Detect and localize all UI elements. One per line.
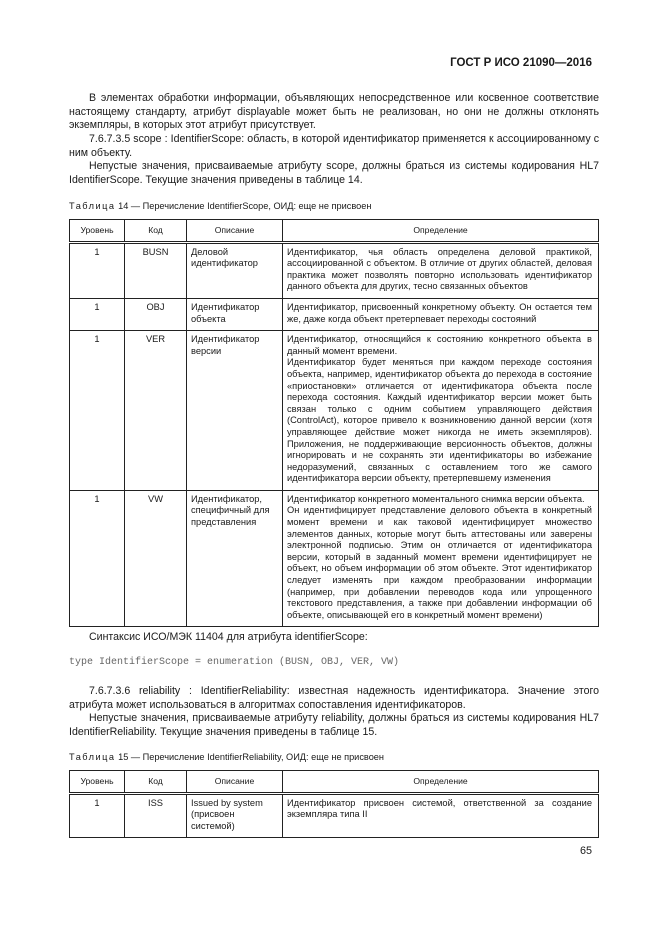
col-header-definition: Определение	[283, 771, 599, 794]
paragraph-reliability-heading: 7.6.7.3.6 reliability : IdentifierReliability: известная надежность идентификатора. Значение этого атрибута может использоваться в алгоритмах сопоставления идентификаторов.	[69, 685, 599, 711]
cell-description: Идентификатор, специфичный для представления	[187, 490, 283, 627]
cell-code: OBJ	[125, 298, 187, 330]
paragraph-displayable: В элементах обработки информации, объявляющих непосредственное или косвенное соответствие настоящему стандарту, атрибут displayable может быть не реализован, но они не должны отклонять экземпляры, в которых этот атрибут присутствует.	[69, 92, 599, 131]
page-number: 65	[579, 845, 592, 857]
cell-level: 1	[70, 242, 125, 298]
table-header-row	[70, 771, 599, 794]
code-enumeration: type IdentifierScope = enumeration (BUSN, OBJ, VER, VW)	[69, 657, 400, 668]
cell-level: 1	[70, 331, 125, 491]
col-header-level: Уровень	[70, 220, 125, 243]
table14-caption: Таблица 14 — Перечисление IdentifierScope, ОИД: еще не присвоен	[69, 201, 372, 211]
col-header-description: Описание	[187, 220, 283, 243]
cell-definition: Идентификатор, присвоенный конкретному объекту. Он остается тем же, даже когда объект претерпевает переходы состояний	[283, 298, 599, 330]
cell-definition: Идентификатор, относящийся к состоянию конкретного объекта в данный момент времени. Идентификатор будет меняться при каждом переходе состояния объекта, например, идентификатор объекта до перехода в состояние «приостановки» отличается от идентификатора объекта после перехода состояния. Каждый идентификатор версии может быть связан только с одним событием управляющего действия (ControlAct), которое привело к возникновению данной версии (хотя управляющее действие может никогда не иметь экземпляров). Приложения, не поддерживающие версионность объектов, должны игнорировать и не сохранять эти идентификаторы во избежание недоразумений, связанных с оставлением того же самого идентификатора версии объекту, претерпевшему изменения	[283, 331, 599, 491]
cell-code: ISS	[125, 793, 187, 838]
table-14	[69, 219, 599, 627]
table-row	[70, 298, 599, 330]
table-header-row	[70, 220, 599, 243]
col-header-definition: Определение	[283, 220, 599, 243]
table-row	[70, 331, 599, 491]
col-header-code: Код	[125, 220, 187, 243]
cell-level: 1	[70, 793, 125, 838]
paragraph-syntax-intro: Синтаксис ИСО/МЭК 11404 для атрибута identifierScope:	[89, 631, 368, 643]
col-header-level: Уровень	[70, 771, 125, 794]
table15-caption: Таблица 15 — Перечисление IdentifierReliability, ОИД: еще не присвоен	[69, 752, 384, 762]
cell-level: 1	[70, 298, 125, 330]
col-header-description: Описание	[187, 771, 283, 794]
paragraph-reliability-values: Непустые значения, присваиваемые атрибуту reliability, должны браться из системы кодирования HL7 IdentifierReliability. Текущие значения приведены в таблице 15.	[69, 712, 599, 738]
cell-definition: Идентификатор присвоен системой, ответственной за создание экземпляра типа II	[283, 793, 599, 838]
cell-code: BUSN	[125, 242, 187, 298]
document-code: ГОСТ Р ИСО 21090—2016	[450, 57, 592, 69]
table-row	[70, 242, 599, 298]
paragraph-scope-heading: 7.6.7.3.5 scope : IdentifierScope: область, в которой идентификатор применяется к ассоциированному с ним объекту.	[69, 133, 599, 159]
table-row	[70, 490, 599, 627]
cell-description: Деловой идентификатор	[187, 242, 283, 298]
cell-description: Идентификатор версии	[187, 331, 283, 491]
cell-code: VW	[125, 490, 187, 627]
cell-level: 1	[70, 490, 125, 627]
table-row	[70, 793, 599, 838]
cell-definition: Идентификатор конкретного моментального снимка версии объекта. Он идентифицирует представление делового объекта в конкретный момент времени и как таковой идентифицирует множество элементов данных, которые могут быть аттестованы или заверены электронной подписью. Этим он отличается от идентификатора версии, который в заданный момент времени идентифицирует не объект, но объем информации об этом объекте. Этот идентификатор следует изменять при каждом преобразовании информации (например, при добавлении переводов кода или упрощенного текстового представления, а также при добавлении информации об объекте, описывающей его в конкретный момент времени)	[283, 490, 599, 627]
col-header-code: Код	[125, 771, 187, 794]
cell-description: Issued by system (присвоен системой)	[187, 793, 283, 838]
cell-description: Идентификатор объекта	[187, 298, 283, 330]
cell-definition: Идентификатор, чья область определена деловой практикой, ассоциированной с объектом. В отличие от других областей, деловая практика может позволять повторно использовать идентификатор данного объекта для других, тесно связанных объектов	[283, 242, 599, 298]
table-15	[69, 770, 599, 838]
paragraph-scope-values: Непустые значения, присваиваемые атрибуту scope, должны браться из системы кодирования HL7 IdentifierScope. Текущие значения приведены в таблице 14.	[69, 160, 599, 186]
cell-code: VER	[125, 331, 187, 491]
